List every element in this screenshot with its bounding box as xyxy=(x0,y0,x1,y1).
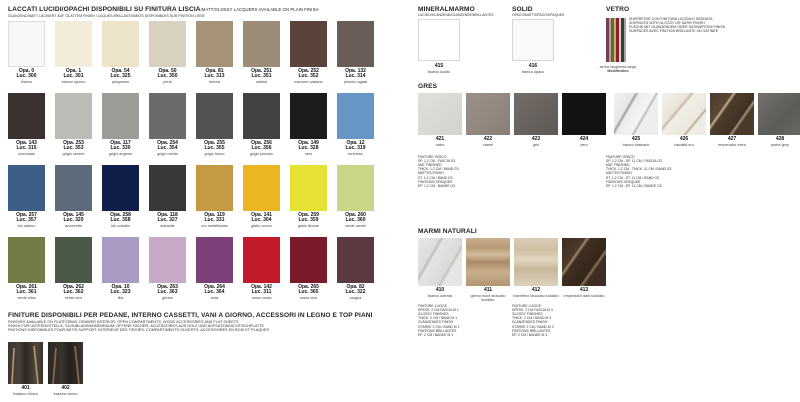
laccati-luc-code: Luc. 359 xyxy=(298,217,319,223)
laccati-luc-code: Luc. 313 xyxy=(204,73,225,79)
laccati-luc-code: Luc. 304 xyxy=(251,217,272,223)
laccati-opa-code: Opa. 259 xyxy=(298,212,319,218)
gres-name: emperador extra xyxy=(718,143,746,147)
vetro-glass-sample xyxy=(606,18,626,62)
laccati-luc-code: Luc. 320 xyxy=(63,217,84,223)
laccati-luc-code: Luc. 328 xyxy=(298,145,319,151)
gres-note-b: ST. 1,2 CM - ST. 11 CM / BAND G3 xyxy=(606,175,660,180)
marmi-code: 413 xyxy=(579,287,589,293)
gres-code: 421 xyxy=(435,136,445,142)
laccati-luc-code: Luc. 325 xyxy=(110,73,131,79)
gres-note-a: THICK. 1,2 CM / BAND G3 xyxy=(418,167,459,172)
laccati-swatch xyxy=(55,237,92,283)
mineral-sub: LUCIDO/GLÄNZEND/GLANZENDE/BRILLANTES xyxy=(418,13,494,17)
marmi-note-b: FINITURE LUCIDE xyxy=(512,304,542,308)
laccati-luc-code: Luc. 364 xyxy=(204,289,225,295)
laccati-opa-code: Opa. 132 xyxy=(345,68,366,74)
marmi-note-b: STÄRKE 2 CM / BAND M 3 xyxy=(512,324,554,329)
laccati-luc-code: Luc. 363 xyxy=(157,289,178,295)
laccati-opa-code: Opa. 12 xyxy=(346,140,365,146)
gres-note-a: MATTES FINISH xyxy=(418,171,444,176)
gres-note-b: MAT FINISHED xyxy=(606,163,630,168)
laccati-opa-code: Opa. 263 xyxy=(157,284,178,290)
laccati-name: perla xyxy=(163,80,172,84)
legs-icon xyxy=(8,342,43,384)
marmi-note-b: EP. 2 CM / BANDE M 3 xyxy=(512,332,548,337)
laccati-name: rosso corsa xyxy=(251,296,272,300)
finiture-swatch-402 xyxy=(48,342,83,384)
laccati-swatch xyxy=(196,237,233,283)
mineral-title: MINERALMARMO xyxy=(418,6,475,13)
finiture-sub1: FINISHES AVAILABLE ON PLATFORMS, DRAWER INTERIOR, OPEN COMPARTMENTS, WOOD ACCESSORIES AND FLAT SHEETS xyxy=(8,320,239,324)
finiture-code: 401 xyxy=(21,385,30,391)
laccati-luc-code: Luc. 357 xyxy=(16,217,37,223)
laccati-swatch xyxy=(102,165,139,211)
laccati-swatch xyxy=(8,21,45,67)
laccati-opa-code: Opa. 141 xyxy=(251,212,272,218)
marmi-swatch xyxy=(514,238,558,286)
laccati-name: marrone castano xyxy=(294,80,323,84)
laccati-swatch xyxy=(290,93,327,139)
laccati-name: grigio furmo xyxy=(204,152,225,156)
mineral-name: bianco lucido xyxy=(427,70,451,74)
gres-swatch xyxy=(758,93,800,135)
laccati-name: oro metallizzato xyxy=(201,224,228,228)
laccati-name: tortora xyxy=(209,80,220,84)
laccati-swatch xyxy=(8,165,45,211)
laccati-opa-code: Opa. 142 xyxy=(251,284,272,290)
laccati-name: nero xyxy=(304,152,313,156)
vetro-stripe xyxy=(624,18,627,62)
laccati-luc-code: Luc. 315 xyxy=(16,145,37,151)
laccati-swatch xyxy=(55,165,92,211)
marmi-note-a: THICK. 2 CM / BAND M 1 xyxy=(418,316,457,321)
gres-note-a: EP. 1,2 CM - BANDE G3 xyxy=(418,183,456,188)
laccati-name: grigio cenere xyxy=(62,152,85,156)
laccati-opa-code: Opa. 54 xyxy=(111,68,130,74)
laccati-swatch xyxy=(149,93,186,139)
laccati-swatch xyxy=(243,21,280,67)
marmi-note-a: SPESS. 2 CM FASCIA M 1 xyxy=(418,308,459,313)
laccati-opa-code: Opa. 265 xyxy=(298,284,319,290)
finiture-swatch-401 xyxy=(8,342,43,384)
finiture-title: FINITURE DISPONIBILI PER PEDANE, INTERNO CASSETTI, VANI A GIORNO, ACCESSORI IN LEGNO E TOP PIANI xyxy=(8,312,373,319)
marmi-name: bianco carrara xyxy=(427,294,453,298)
laccati-luc-code: Luc. 323 xyxy=(110,289,131,295)
laccati-opa-code: Opa. 10 xyxy=(111,284,130,290)
gres-swatch xyxy=(418,93,462,135)
marmi-swatch xyxy=(418,238,462,286)
gres-code: 425 xyxy=(631,136,641,142)
gres-name: camel xyxy=(482,143,494,147)
finiture-sub3: FINITIONS DISPONIBLES POUR BÂTIS SUPPORT, INTÉRIEUR DES TIROIRS, COMPARTIMENTS OUVERTS, ACCESSOIRES EN BOIS ET PLAQUES xyxy=(8,328,269,332)
finiture-name: frassino bruno xyxy=(53,392,78,396)
laccati-title-suffix: /MATT/GLOSSY LACQUERS AVAILABLE ON PLAIN FINISH xyxy=(200,7,319,12)
laccati-opa-code: Opa. 257 xyxy=(16,212,37,218)
marmi-code: 411 xyxy=(483,287,493,293)
gres-name: calce xyxy=(435,143,445,147)
finiture-code: 402 xyxy=(61,385,70,391)
laccati-opa-code: Opa. 119 xyxy=(204,212,225,218)
laccati-luc-code: Luc. 351 xyxy=(251,73,272,79)
vetro-note-1: SUPERFICIE CON FINITURA LUCIDA O SATINATA xyxy=(629,17,713,21)
laccati-swatch xyxy=(8,93,45,139)
laccati-opa-code: Opa. 81 xyxy=(205,68,224,74)
finiture-sub2: FINISH FÜR UNTERGESTELLE, SCHUBLADENINNENRAUM, OFFENE FÄCHER, ACCESSOIRES AUS HOLZ UND AUFSATZWASCHTISCHPLATTE xyxy=(8,324,265,328)
gres-name: bianco statuario xyxy=(622,143,650,147)
gres-note-b: SP. 1,2 CM - SP. 11 CM / FASCIA G3 xyxy=(606,159,662,164)
laccati-name: azzurretto xyxy=(65,224,82,228)
laccati-swatch xyxy=(8,237,45,283)
mineral-swatch xyxy=(418,19,460,61)
laccati-luc-code: Luc. 319 xyxy=(345,145,366,151)
laccati-luc-code: Luc. 362 xyxy=(63,289,84,295)
gres-note-b: THICK. 1,2 CM - THICK. 11 CM / BAND G3 xyxy=(606,167,672,172)
laccati-swatch xyxy=(337,93,374,139)
laccati-swatch xyxy=(102,237,139,283)
laccati-swatch xyxy=(55,21,92,67)
gres-swatch xyxy=(514,93,558,135)
laccati-name: verde nico xyxy=(64,296,83,300)
vetro-note-2: SURFACES WITH GLOSSY OR SATIN FINISH xyxy=(629,21,705,25)
laccati-luc-code: Luc. 331 xyxy=(204,217,225,223)
gres-code: 424 xyxy=(579,136,589,142)
marmi-code: 412 xyxy=(531,287,541,293)
marmi-name: travertino stuccato lucidato xyxy=(513,294,559,298)
marmi-swatch xyxy=(562,238,606,286)
gres-note-a: ST. 1,2 CM / BAND G3 xyxy=(418,175,453,180)
marmi-note-b: FINITIONS BRILLANTES xyxy=(512,328,551,333)
laccati-swatch xyxy=(243,237,280,283)
marmi-note-a: GLÄNZENDES FINISH xyxy=(418,320,454,325)
gres-note-b: MATTES FINISH xyxy=(606,171,632,176)
laccati-name: giallo limone xyxy=(297,224,320,228)
gres-swatch xyxy=(710,93,754,135)
laccati-swatch xyxy=(243,93,280,139)
gres-code: 427 xyxy=(727,136,737,142)
laccati-name: cioccolato xyxy=(18,152,35,156)
laccati-luc-code: Luc. 365 xyxy=(298,289,319,295)
laccati-luc-code: Luc. 361 xyxy=(16,289,37,295)
laccati-name: bianco xyxy=(20,80,33,84)
laccati-swatch xyxy=(290,165,327,211)
laccati-swatch xyxy=(290,237,327,283)
laccati-opa-code: Opa. 0 xyxy=(18,68,35,74)
gres-code: 426 xyxy=(679,136,689,142)
laccati-luc-code: Luc. 300 xyxy=(16,73,37,79)
laccati-name: rosso vino xyxy=(299,296,318,300)
gres-note-a: FINITURE OPACO xyxy=(418,155,447,159)
gres-note-b: FINITURE OPACO xyxy=(606,155,635,159)
gres-code: 423 xyxy=(531,136,541,142)
laccati-title xyxy=(8,6,319,13)
laccati-swatch xyxy=(196,93,233,139)
laccati-swatch xyxy=(55,93,92,139)
mineral-code: 415 xyxy=(434,63,444,69)
laccati-name: piombo agata xyxy=(343,80,367,84)
laccati-luc-code: Luc. 356 xyxy=(251,145,272,151)
laccati-name: verde oliva xyxy=(17,296,36,300)
laccati-luc-code: Luc. 311 xyxy=(251,289,272,295)
laccati-swatch xyxy=(196,21,233,67)
laccati-name: blu marino xyxy=(17,224,36,228)
gres-swatch xyxy=(562,93,606,135)
gres-swatch xyxy=(662,93,706,135)
gres-swatch xyxy=(614,93,658,135)
gres-name: pietra grey xyxy=(771,143,789,147)
laccati-luc-code: Luc. 353 xyxy=(63,145,84,151)
gres-title: GRES xyxy=(418,83,438,90)
marmi-name: giorno noce stuccato lucidato xyxy=(470,294,506,302)
laccati-opa-code: Opa. 251 xyxy=(251,68,272,74)
laccati-title-main: LACCATI LUCIDI/OPACHI DISPONIBILI SU FINITURA LISCIA xyxy=(8,6,201,13)
laccati-name: verde canne xyxy=(345,224,366,228)
laccati-swatch xyxy=(243,165,280,211)
gres-note-b: FINITIONS OPAQUES xyxy=(606,179,641,184)
laccati-opa-code: Opa. 260 xyxy=(345,212,366,218)
laccati-luc-code: Luc. 322 xyxy=(345,289,366,295)
laccati-name: glicine xyxy=(162,296,173,300)
finiture-name: frassino chiaro xyxy=(13,392,38,396)
gres-note-a: SP. 1,2 CM - FASCIA G3 xyxy=(418,159,456,164)
gres-note-b: EP. 1,2 CM - EP. 11 CM / BANDE G3 xyxy=(606,183,662,188)
solid-swatch xyxy=(512,19,554,61)
solid-name: bianco opaco xyxy=(521,70,545,74)
laccati-opa-code: Opa. 149 xyxy=(298,140,319,146)
laccati-swatch xyxy=(337,237,374,283)
laccati-luc-code: Luc. 352 xyxy=(298,73,319,79)
laccati-opa-code: Opa. 258 xyxy=(110,212,131,218)
laccati-swatch xyxy=(102,21,139,67)
gres-name: gris xyxy=(532,143,540,147)
vetro-caption-2: Mobilfestino xyxy=(607,69,629,73)
laccati-opa-code: Opa. 1 xyxy=(65,68,82,74)
gres-note-a: MAT FINISHED xyxy=(418,163,442,168)
laccati-opa-code: Opa. 117 xyxy=(110,140,131,146)
laccati-swatch xyxy=(149,165,186,211)
vetro-note-3: FLÄCHE MIT GLÄNZENDEM ODER SATINIERTEM FINISH xyxy=(629,25,726,29)
laccati-name: prugna xyxy=(349,296,362,300)
vetro-title: VETRO xyxy=(606,6,630,13)
laccati-name: pergamon xyxy=(111,80,130,84)
marmi-note-b: GLOSSY FINISHES xyxy=(512,312,543,317)
laccati-luc-code: Luc. 327 xyxy=(157,217,178,223)
laccati-luc-code: Luc. 355 xyxy=(204,145,225,151)
laccati-opa-code: Opa. 50 xyxy=(158,68,177,74)
laccati-swatch xyxy=(337,21,374,67)
laccati-luc-code: Luc. 301 xyxy=(63,73,84,79)
gres-name: calcatta oro xyxy=(674,143,694,147)
marmi-note-a: GLOSSY FINISHES xyxy=(418,312,449,317)
laccati-name: grigio piombo xyxy=(250,152,273,156)
laccati-luc-code: Luc. 314 xyxy=(345,73,366,79)
vetro-caption-1: as the lacquered range xyxy=(599,65,637,69)
laccati-name: antracite xyxy=(160,224,175,228)
marmi-note-a: FINITIONS BRILLANTES xyxy=(418,328,457,333)
laccati-name: lilla xyxy=(117,296,124,300)
laccati-swatch xyxy=(196,165,233,211)
laccati-swatch xyxy=(149,21,186,67)
gres-note-a: FINITIONS OPAQUES xyxy=(418,179,453,184)
laccati-subtitle: GLÄNZEND/MATT LACKIERT AUF GLATTEM FINISH / LAQUES BRILLANTS/MATS DISPONIBLES SUR FINITION LISSE xyxy=(8,14,205,18)
laccati-luc-code: Luc. 350 xyxy=(157,73,178,79)
laccati-name: giallo cromo xyxy=(251,224,272,228)
laccati-name: sabbia xyxy=(255,80,268,84)
laccati-name: viola xyxy=(210,296,219,300)
marmi-title: MARMI NATURALI xyxy=(418,228,477,235)
marmi-note-a: STÄRKE 2 CM / BAND M 1 xyxy=(418,324,460,329)
laccati-swatch xyxy=(102,93,139,139)
laccati-opa-code: Opa. 254 xyxy=(157,140,178,146)
marmi-code: 410 xyxy=(435,287,445,293)
gres-code: 428 xyxy=(775,136,785,142)
legs-icon xyxy=(48,342,83,384)
laccati-opa-code: Opa. 143 xyxy=(16,140,37,146)
solid-code: 416 xyxy=(528,63,538,69)
gres-name: nero xyxy=(580,143,588,147)
laccati-swatch xyxy=(337,165,374,211)
laccati-opa-code: Opa. 253 xyxy=(63,140,84,146)
solid-sub: OPACO/MATT/OPACO/OPAQUES xyxy=(512,13,565,17)
laccati-opa-code: Opa. 264 xyxy=(204,284,225,290)
gres-swatch xyxy=(466,93,510,135)
laccati-name: bianco sporco xyxy=(61,80,86,84)
laccati-name: blu cobalto xyxy=(111,224,130,228)
laccati-swatch xyxy=(149,237,186,283)
marmi-note-a: FINITURE LUCIDE xyxy=(418,304,448,308)
laccati-opa-code: Opa. 256 xyxy=(251,140,272,146)
laccati-opa-code: Opa. 252 xyxy=(298,68,319,74)
marmi-note-a: EP. 2 CM / BANDE M 1 xyxy=(418,332,454,337)
marmi-note-b: THICK. 2 CM / BAND M 3 xyxy=(512,316,551,321)
laccati-opa-code: Opa. 261 xyxy=(16,284,37,290)
laccati-opa-code: Opa. 118 xyxy=(157,212,178,218)
laccati-luc-code: Luc. 354 xyxy=(157,145,178,151)
marmi-note-b: SPESS. 2 CM FASCIA M 3 xyxy=(512,308,553,313)
laccati-opa-code: Opa. 145 xyxy=(63,212,84,218)
laccati-opa-code: Opa. 82 xyxy=(346,284,365,290)
laccati-swatch xyxy=(290,21,327,67)
laccati-name: turchese xyxy=(348,152,363,156)
laccati-name: grigio argento xyxy=(108,152,133,156)
gres-code: 422 xyxy=(483,136,493,142)
laccati-luc-code: Luc. 330 xyxy=(110,145,131,151)
solid-title: SOLID xyxy=(512,6,533,13)
vetro-note-4: SURFACES AVEC FINITION BRILLANTE OU SATINÉE xyxy=(629,29,719,33)
marmi-name: emperador dark lucidato xyxy=(563,294,605,298)
laccati-name: grigio medio xyxy=(157,152,178,156)
laccati-luc-code: Luc. 360 xyxy=(345,217,366,223)
laccati-opa-code: Opa. 262 xyxy=(63,284,84,290)
laccati-luc-code: Luc. 358 xyxy=(110,217,131,223)
marmi-swatch xyxy=(466,238,510,286)
marmi-note-b: GLÄNZENDES FINISH xyxy=(512,320,548,325)
laccati-opa-code: Opa. 255 xyxy=(204,140,225,146)
